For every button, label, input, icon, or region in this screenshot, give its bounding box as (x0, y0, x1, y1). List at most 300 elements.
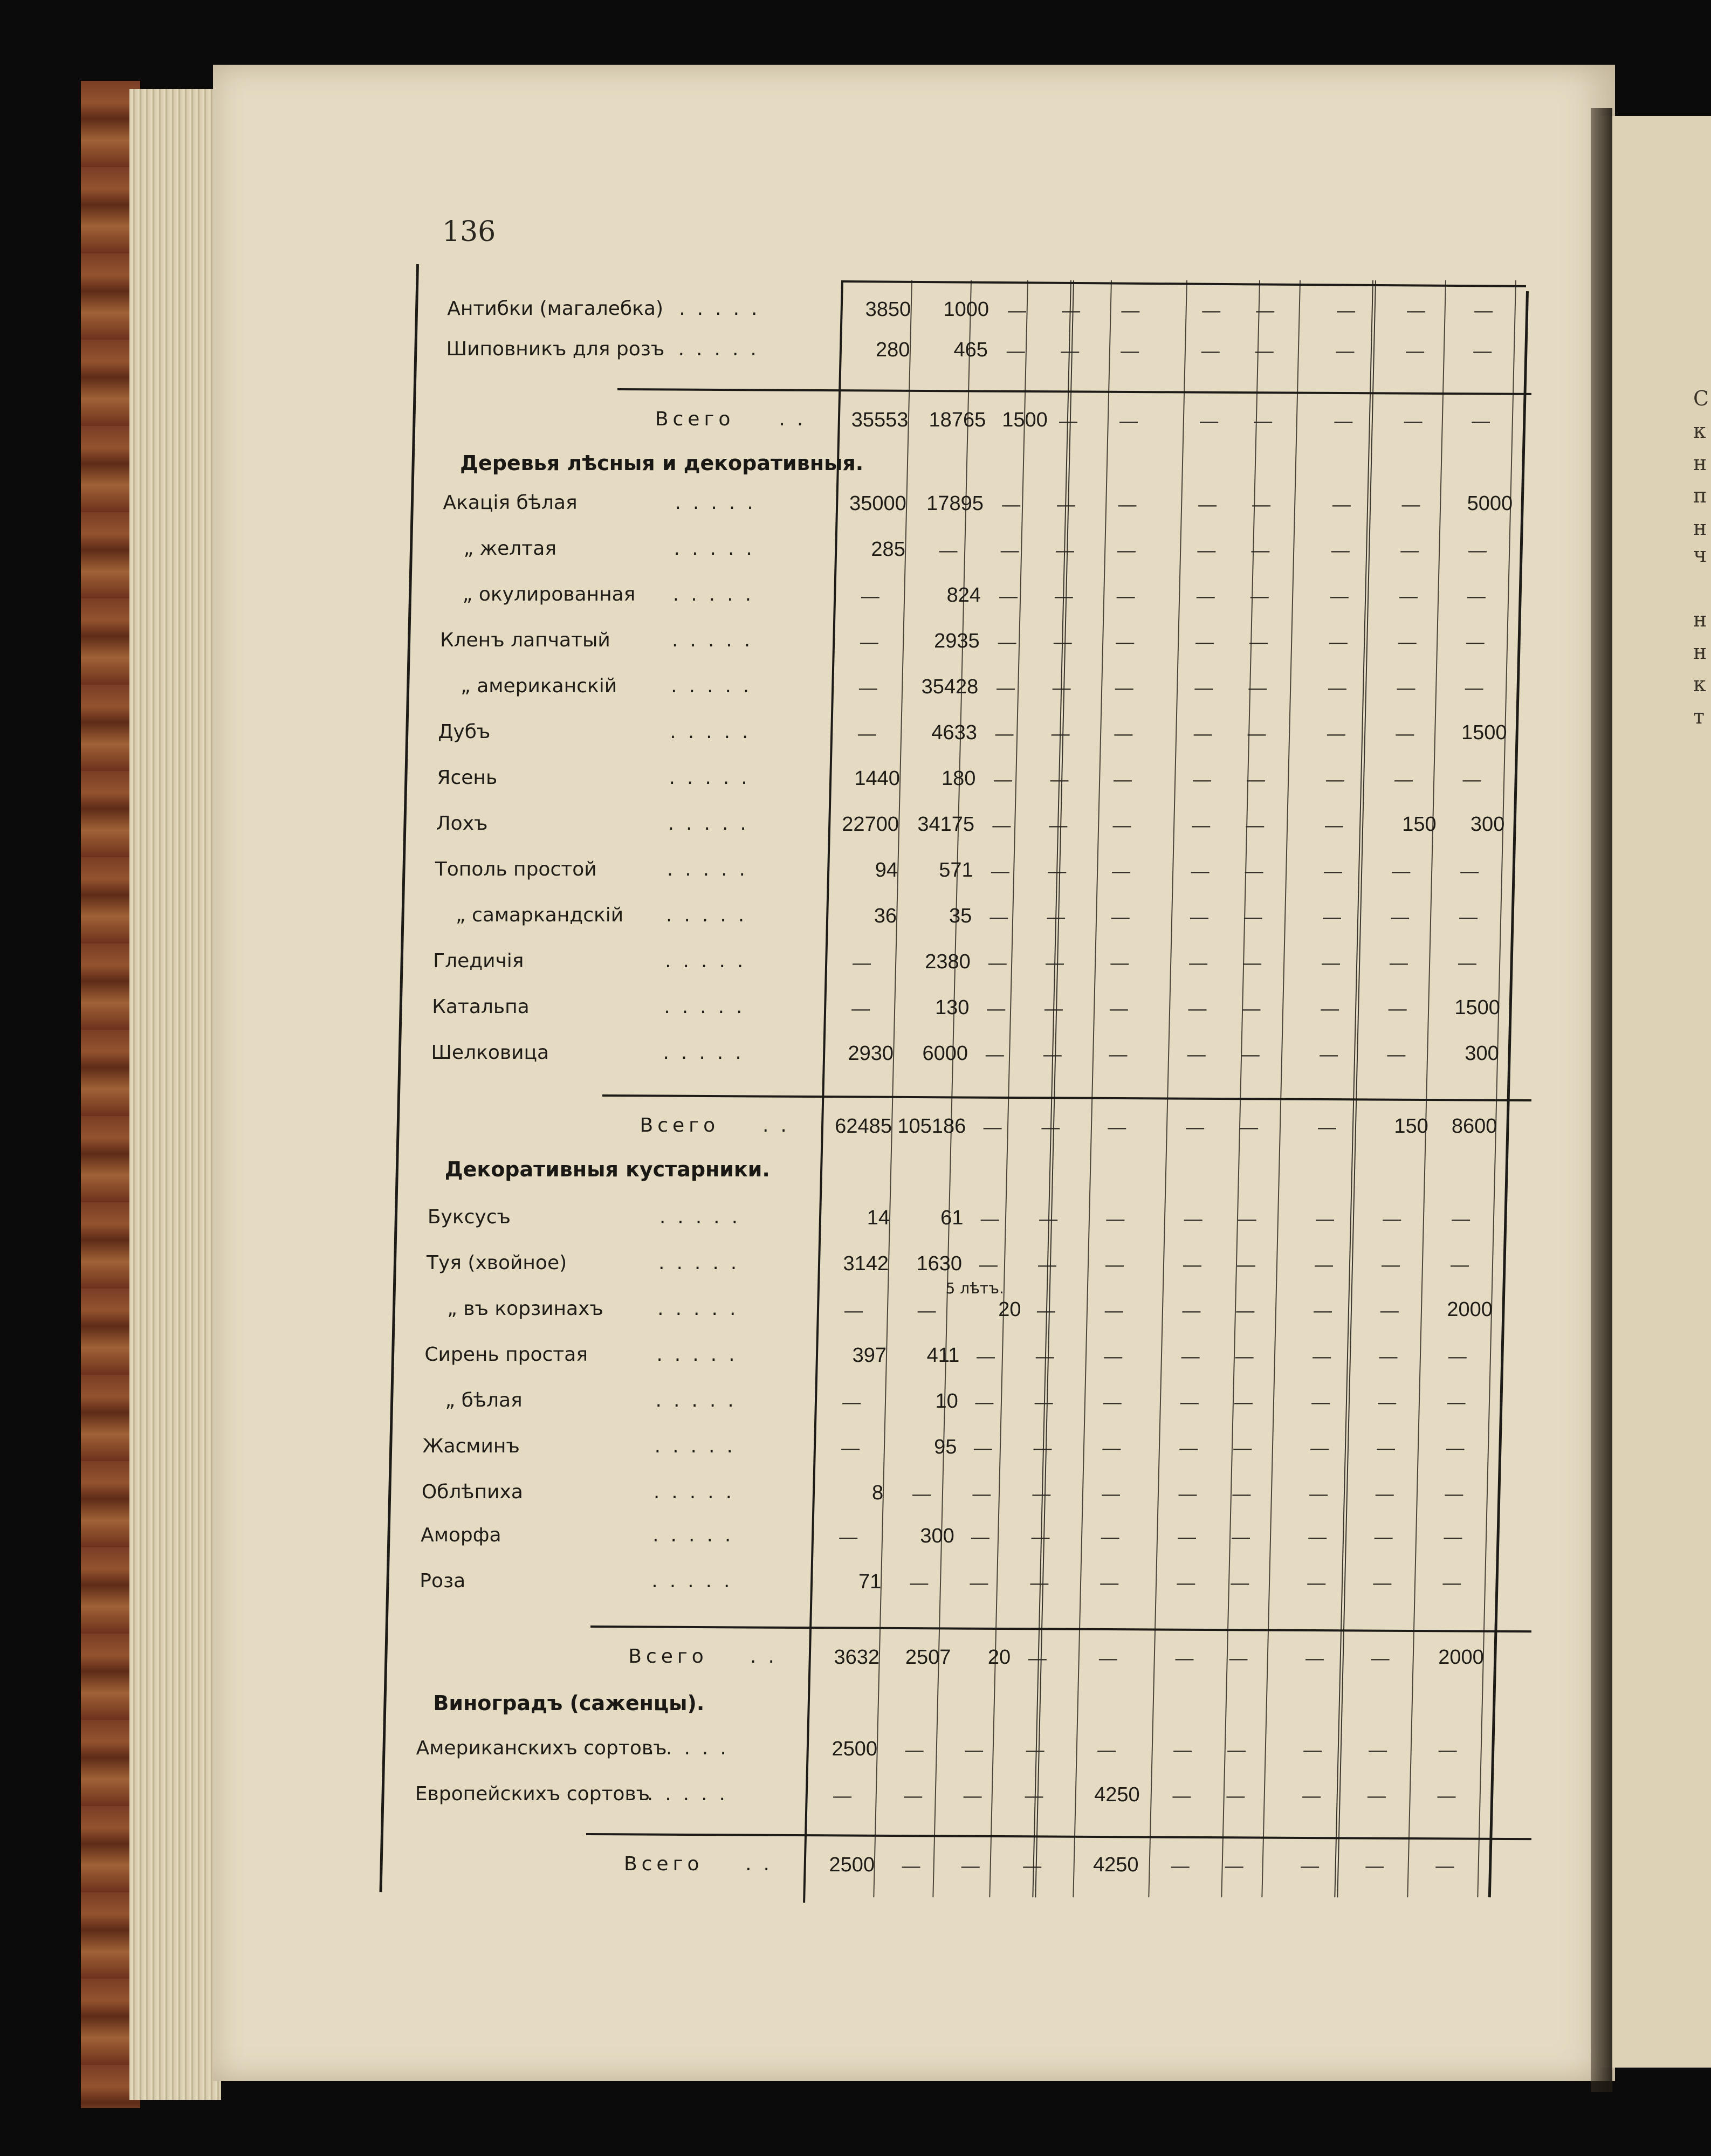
row-label: „ самаркандскій (455, 904, 624, 926)
empty-cell-dash: — (1473, 341, 1492, 361)
leader-dots: ..... (659, 1206, 750, 1228)
empty-cell-dash: — (1466, 632, 1485, 652)
empty-cell-dash: — (1006, 341, 1025, 361)
empty-cell-dash: — (1445, 1484, 1463, 1504)
empty-cell-dash: — (1103, 1392, 1122, 1413)
empty-cell-dash: — (1180, 1392, 1199, 1413)
row-label: Дубъ (438, 721, 491, 743)
facing-page-letter: ч (1693, 543, 1707, 567)
cell-value: 62485 (835, 1115, 892, 1138)
empty-cell-dash: — (1110, 953, 1129, 973)
cell-value: 4633 (931, 721, 977, 744)
leader-dots: .. (750, 1645, 786, 1668)
empty-cell-dash: — (1382, 1255, 1400, 1275)
row-label: Кленъ лапчатый (439, 629, 610, 651)
empty-cell-dash: — (1038, 1255, 1057, 1275)
row-label: „ американскій (461, 675, 617, 697)
leader-dots: .. (779, 408, 815, 430)
empty-cell-dash: — (1313, 1346, 1331, 1367)
empty-cell-dash: — (1190, 907, 1208, 927)
row-label: Ясень (437, 767, 498, 789)
empty-cell-dash: — (1061, 341, 1080, 361)
empty-cell-dash: — (1328, 678, 1346, 698)
empty-cell-dash: — (1226, 1786, 1245, 1806)
cell-value: 35 (949, 905, 972, 927)
empty-cell-dash: — (1388, 998, 1407, 1019)
empty-cell-dash: — (858, 678, 877, 698)
page (213, 65, 1615, 2081)
empty-cell-dash: — (857, 724, 876, 744)
facing-page-letter: н (1693, 640, 1707, 664)
empty-cell-dash: — (1032, 1484, 1051, 1504)
empty-cell-dash: — (1023, 1856, 1042, 1876)
empty-cell-dash: — (1383, 1209, 1401, 1229)
cell-value: 2000 (1447, 1298, 1493, 1321)
empty-cell-dash: — (1322, 953, 1341, 973)
empty-cell-dash: — (1320, 1044, 1338, 1065)
empty-cell-dash: — (1097, 1740, 1116, 1760)
empty-cell-dash: — (1334, 411, 1353, 431)
leader-dots: .. (745, 1853, 781, 1875)
cell-value: 3850 (865, 298, 911, 321)
empty-cell-dash: — (1118, 494, 1137, 515)
row-label: Антибки (магалебка) (447, 298, 663, 320)
empty-cell-dash: — (1438, 1740, 1457, 1760)
empty-cell-dash: — (1171, 1856, 1190, 1876)
empty-cell-dash: — (1401, 494, 1420, 515)
cell-value: 5000 (1467, 492, 1513, 515)
row-label: Жасминъ (422, 1435, 520, 1457)
empty-cell-dash: — (1247, 724, 1266, 744)
empty-cell-dash: — (1229, 1648, 1248, 1669)
empty-cell-dash: — (1232, 1484, 1251, 1504)
empty-cell-dash: — (1231, 1573, 1249, 1593)
empty-cell-dash: — (1316, 1209, 1334, 1229)
empty-cell-dash: — (993, 769, 1012, 790)
empty-cell-dash: — (1227, 1740, 1246, 1760)
empty-cell-dash: — (1181, 1346, 1200, 1367)
empty-cell-dash: — (1367, 1786, 1386, 1806)
empty-cell-dash: — (1057, 494, 1076, 515)
empty-cell-dash: — (1112, 815, 1131, 836)
empty-cell-dash: — (1178, 1484, 1197, 1504)
cell-value: 571 (939, 859, 973, 881)
empty-cell-dash: — (976, 1346, 995, 1367)
empty-cell-dash: — (1049, 815, 1068, 836)
empty-cell-dash: — (1246, 769, 1265, 790)
empty-cell-dash: — (1201, 341, 1220, 361)
empty-cell-dash: — (1184, 1209, 1202, 1229)
leader-dots: ..... (652, 1524, 743, 1546)
cell-value: 34175 (917, 813, 975, 836)
cell-value: 2380 (925, 950, 971, 973)
empty-cell-dash: — (1059, 411, 1078, 431)
row-label: Катальпа (432, 996, 530, 1018)
empty-cell-dash: — (1467, 586, 1486, 607)
empty-cell-dash: — (975, 1392, 994, 1413)
cell-value: 2935 (934, 630, 980, 652)
cell-value: 35000 (849, 492, 906, 515)
empty-cell-dash: — (1404, 411, 1423, 431)
empty-cell-dash: — (1248, 678, 1267, 698)
row-label: Акація бѣлая (443, 492, 578, 514)
empty-cell-dash: — (1462, 769, 1481, 790)
empty-cell-dash: — (1112, 861, 1131, 881)
empty-cell-dash: — (1305, 1648, 1324, 1669)
empty-cell-dash: — (1375, 1484, 1394, 1504)
page-edges (129, 89, 221, 2100)
cell-value: 285 (871, 538, 905, 561)
empty-cell-dash: — (961, 1856, 980, 1876)
empty-cell-dash: — (1327, 724, 1345, 744)
empty-cell-dash: — (1116, 632, 1135, 652)
empty-cell-dash: — (1113, 769, 1132, 790)
empty-cell-dash: — (1380, 1300, 1399, 1321)
total-label: Всего (628, 1645, 708, 1668)
cell-value: 3142 (843, 1252, 889, 1275)
empty-cell-dash: — (1056, 540, 1075, 561)
cell-value: 2500 (832, 1738, 878, 1760)
empty-cell-dash: — (1245, 861, 1263, 881)
empty-cell-dash: — (1105, 1255, 1124, 1275)
empty-cell-dash: — (1307, 1573, 1326, 1593)
facing-page-letter: к (1693, 672, 1706, 696)
row-label: Аморфа (421, 1524, 501, 1546)
cell-value: 280 (876, 339, 910, 361)
empty-cell-dash: — (1100, 1573, 1119, 1593)
section-header: Виноградъ (саженцы). (433, 1691, 705, 1715)
empty-cell-dash: — (1398, 632, 1417, 652)
empty-cell-dash: — (1460, 861, 1479, 881)
empty-cell-dash: — (971, 1527, 990, 1547)
row-label: „ въ корзинахъ (447, 1298, 603, 1320)
empty-cell-dash: — (1109, 1044, 1128, 1065)
empty-cell-dash: — (939, 540, 958, 561)
cell-value: 1500 (1461, 721, 1507, 744)
empty-cell-dash: — (912, 1484, 931, 1504)
empty-cell-dash: — (1458, 953, 1476, 973)
empty-cell-dash: — (1026, 1740, 1045, 1760)
empty-cell-dash: — (1000, 540, 1019, 561)
cell-value: 18765 (929, 409, 986, 431)
row-label: „ окулированная (462, 583, 636, 605)
cell-value: 2930 (848, 1042, 894, 1065)
leader-dots: ..... (678, 338, 768, 360)
empty-cell-dash: — (1048, 861, 1067, 881)
cell-value: 17895 (926, 492, 984, 515)
empty-cell-dash: — (1371, 1648, 1390, 1669)
empty-cell-dash: — (1243, 953, 1262, 973)
cell-value: 4250 (1094, 1783, 1140, 1806)
empty-cell-dash: — (983, 1117, 1002, 1138)
empty-cell-dash: — (1177, 1527, 1196, 1547)
empty-cell-dash: — (1472, 411, 1490, 431)
row-label: Роза (420, 1570, 466, 1592)
cell-value: 3632 (834, 1646, 880, 1669)
empty-cell-dash: — (1182, 1300, 1201, 1321)
empty-cell-dash: — (1007, 300, 1026, 321)
cell-value: 94 (875, 859, 898, 881)
empty-cell-dash: — (1325, 769, 1344, 790)
empty-cell-dash: — (970, 1573, 988, 1593)
empty-cell-dash: — (1198, 494, 1217, 515)
empty-cell-dash: — (1246, 815, 1265, 836)
empty-cell-dash: — (1336, 341, 1355, 361)
total-label: Всего (655, 408, 735, 430)
leader-dots: ..... (654, 1435, 745, 1457)
empty-cell-dash: — (1054, 586, 1073, 607)
facing-page-letter: н (1693, 516, 1707, 540)
cell-value: 14 (867, 1207, 890, 1229)
empty-cell-dash: — (1243, 907, 1262, 927)
empty-cell-dash: — (1186, 1117, 1205, 1138)
row-label: „ желтая (463, 538, 556, 560)
empty-cell-dash: — (1407, 300, 1426, 321)
row-label: Туя (хвойное) (427, 1252, 567, 1274)
cell-value: 2500 (829, 1854, 875, 1876)
empty-cell-dash: — (1183, 1255, 1202, 1275)
empty-cell-dash: — (1041, 1117, 1060, 1138)
empty-cell-dash: — (1251, 540, 1270, 561)
cell-value: 2000 (1438, 1646, 1484, 1669)
empty-cell-dash: — (1323, 907, 1342, 927)
empty-cell-dash: — (1231, 1527, 1250, 1547)
empty-cell-dash: — (997, 678, 1015, 698)
empty-cell-dash: — (1238, 1209, 1256, 1229)
cell-value: 2507 (905, 1646, 951, 1669)
empty-cell-dash: — (988, 953, 1007, 973)
empty-cell-dash: — (990, 907, 1008, 927)
empty-cell-dash: — (905, 1740, 924, 1760)
cell-value: 150 (1394, 1115, 1428, 1138)
empty-cell-dash: — (1321, 998, 1339, 1019)
empty-cell-dash: — (1098, 1648, 1117, 1669)
empty-cell-dash: — (1337, 300, 1356, 321)
empty-cell-dash: — (1301, 1856, 1320, 1876)
empty-cell-dash: — (1331, 540, 1350, 561)
empty-cell-dash: — (1187, 1044, 1206, 1065)
empty-cell-dash: — (1394, 769, 1413, 790)
leader-dots: ..... (671, 629, 762, 651)
row-label: Европейскихъ сортовъ (415, 1783, 650, 1805)
empty-cell-dash: — (1250, 586, 1269, 607)
empty-cell-dash: — (844, 1300, 863, 1321)
empty-cell-dash: — (1039, 1209, 1058, 1229)
cell-value: 300 (1465, 1042, 1499, 1065)
empty-cell-dash: — (1034, 1392, 1053, 1413)
cell-value: 8600 (1451, 1115, 1497, 1138)
empty-cell-dash: — (1031, 1527, 1050, 1547)
cell-value: 300 (1470, 813, 1505, 836)
empty-cell-dash: — (839, 1527, 858, 1547)
empty-cell-dash: — (1189, 953, 1208, 973)
row-label: „ бѣлая (445, 1389, 523, 1411)
empty-cell-dash: — (992, 815, 1011, 836)
empty-cell-dash: — (1106, 1209, 1125, 1229)
cell-value: 36 (874, 905, 897, 927)
empty-cell-dash: — (1002, 494, 1021, 515)
empty-cell-dash: — (917, 1300, 936, 1321)
empty-cell-dash: — (1468, 540, 1487, 561)
leader-dots: ..... (648, 1737, 738, 1759)
empty-cell-dash: — (1379, 1346, 1398, 1367)
empty-cell-dash: — (1121, 300, 1140, 321)
empty-cell-dash: — (979, 1255, 998, 1275)
leader-dots: ..... (670, 721, 760, 743)
empty-cell-dash: — (1025, 1786, 1043, 1806)
cell-value: 61 (940, 1207, 964, 1229)
empty-cell-dash: — (904, 1786, 923, 1806)
section-header: Декоративныя кустарники. (444, 1158, 770, 1181)
empty-cell-dash: — (1365, 1856, 1384, 1876)
empty-cell-dash: — (1332, 494, 1351, 515)
total-label: Всего (640, 1114, 720, 1136)
empty-cell-dash: — (999, 586, 1018, 607)
empty-cell-dash: — (1446, 1438, 1465, 1458)
facing-page-letter: С (1693, 387, 1709, 410)
empty-cell-dash: — (1378, 1392, 1397, 1413)
empty-cell-dash: — (860, 632, 878, 652)
empty-cell-dash: — (1043, 1044, 1062, 1065)
empty-cell-dash: — (1451, 1255, 1469, 1275)
empty-cell-dash: — (1193, 724, 1212, 744)
empty-cell-dash: — (995, 724, 1014, 744)
leader-dots: ..... (653, 1481, 744, 1503)
empty-cell-dash: — (1192, 769, 1211, 790)
empty-cell-dash: — (1115, 678, 1133, 698)
empty-cell-dash: — (1030, 1573, 1049, 1593)
cell-value: 1500 (1454, 996, 1500, 1019)
empty-cell-dash: — (1400, 540, 1419, 561)
leader-dots: ..... (671, 675, 761, 697)
leader-dots: ..... (666, 858, 757, 880)
leader-dots: ..... (656, 1344, 747, 1366)
empty-cell-dash: — (1374, 1527, 1393, 1547)
empty-cell-dash: — (1387, 1044, 1406, 1065)
empty-cell-dash: — (1308, 1527, 1327, 1547)
facing-page-letter: к (1693, 419, 1706, 443)
empty-cell-dash: — (1310, 1438, 1329, 1458)
empty-cell-dash: — (1302, 1786, 1321, 1806)
row-label: Шиповникъ для розъ (446, 338, 665, 360)
leader-dots: ..... (668, 812, 758, 835)
empty-cell-dash: — (1330, 586, 1349, 607)
empty-cell-dash: — (1188, 998, 1207, 1019)
empty-cell-dash: — (1179, 1438, 1198, 1458)
empty-cell-dash: — (1117, 540, 1136, 561)
empty-cell-dash: — (998, 632, 1016, 652)
empty-cell-dash: — (1448, 1346, 1467, 1367)
facing-page-letter: т (1693, 705, 1705, 728)
cell-value: 20 (987, 1646, 1011, 1669)
empty-cell-dash: — (1369, 1740, 1387, 1760)
empty-cell-dash: — (991, 861, 1009, 881)
empty-cell-dash: — (1249, 632, 1268, 652)
leader-dots: ..... (674, 538, 764, 560)
empty-cell-dash: — (1044, 998, 1063, 1019)
empty-cell-dash: — (1435, 1856, 1454, 1876)
empty-cell-dash: — (963, 1786, 982, 1806)
cell-value: 130 (935, 996, 970, 1019)
empty-cell-dash: — (1194, 678, 1213, 698)
empty-cell-dash: — (1197, 540, 1216, 561)
empty-cell-dash: — (1104, 1346, 1123, 1367)
cell-note: 5 лѣтъ. (945, 1279, 1004, 1297)
empty-cell-dash: — (1172, 1786, 1191, 1806)
row-label: Облѣпиха (421, 1481, 523, 1503)
empty-cell-dash: — (1447, 1392, 1466, 1413)
cell-value: 95 (934, 1436, 957, 1458)
empty-cell-dash: — (1256, 300, 1275, 321)
empty-cell-dash: — (1111, 907, 1130, 927)
empty-cell-dash: — (1324, 861, 1342, 881)
empty-cell-dash: — (1389, 953, 1408, 973)
row-label: Сирень простая (424, 1344, 588, 1366)
leader-dots: ..... (657, 1298, 748, 1320)
leader-dots: ..... (665, 904, 757, 926)
empty-cell-dash: — (1459, 907, 1478, 927)
empty-cell-dash: — (1109, 998, 1128, 1019)
empty-cell-dash: — (972, 1484, 991, 1504)
row-label: Американскихъ сортовъ (416, 1737, 667, 1759)
empty-cell-dash: — (1235, 1346, 1254, 1367)
empty-cell-dash: — (1045, 953, 1064, 973)
section-header: Деревья лѣсныя и декоративныя. (460, 451, 864, 475)
empty-cell-dash: — (987, 998, 1006, 1019)
empty-cell-dash: — (1314, 1300, 1332, 1321)
empty-cell-dash: — (1052, 678, 1071, 698)
empty-cell-dash: — (1035, 1346, 1054, 1367)
cell-value: 1440 (854, 767, 900, 790)
empty-cell-dash: — (851, 998, 870, 1019)
empty-cell-dash: — (1329, 632, 1348, 652)
empty-cell-dash: — (1309, 1484, 1328, 1504)
empty-cell-dash: — (973, 1438, 992, 1458)
empty-cell-dash: — (1376, 1438, 1395, 1458)
empty-cell-dash: — (1102, 1438, 1121, 1458)
leader-dots: ..... (669, 767, 759, 789)
leader-dots: ..... (658, 1252, 749, 1274)
empty-cell-dash: — (1051, 724, 1070, 744)
empty-cell-dash: — (980, 1209, 999, 1229)
empty-cell-dash: — (861, 586, 879, 607)
empty-cell-dash: — (1191, 861, 1210, 881)
empty-cell-dash: — (1396, 724, 1414, 744)
cell-value: 10 (935, 1390, 958, 1413)
empty-cell-dash: — (1311, 1392, 1330, 1413)
empty-cell-dash: — (1234, 1392, 1253, 1413)
cell-value: 1630 (916, 1252, 963, 1275)
empty-cell-dash: — (1033, 1438, 1052, 1458)
empty-cell-dash: — (910, 1573, 929, 1593)
empty-cell-dash: — (1252, 494, 1271, 515)
empty-cell-dash: — (1444, 1527, 1462, 1547)
facing-page-letter: п (1693, 484, 1707, 507)
empty-cell-dash: — (1442, 1573, 1461, 1593)
facing-page-letter: н (1693, 451, 1707, 475)
empty-cell-dash: — (1465, 678, 1483, 698)
leader-dots: ..... (663, 1042, 753, 1064)
empty-cell-dash: — (1399, 586, 1418, 607)
cell-value: 6000 (922, 1042, 968, 1065)
cell-value: 4250 (1092, 1854, 1139, 1876)
empty-cell-dash: — (1192, 815, 1211, 836)
empty-cell-dash: — (1101, 1484, 1120, 1504)
page-number: 136 (442, 216, 496, 248)
empty-cell-dash: — (1104, 1300, 1123, 1321)
leader-dots: ..... (664, 996, 754, 1018)
empty-cell-dash: — (1452, 1209, 1471, 1229)
